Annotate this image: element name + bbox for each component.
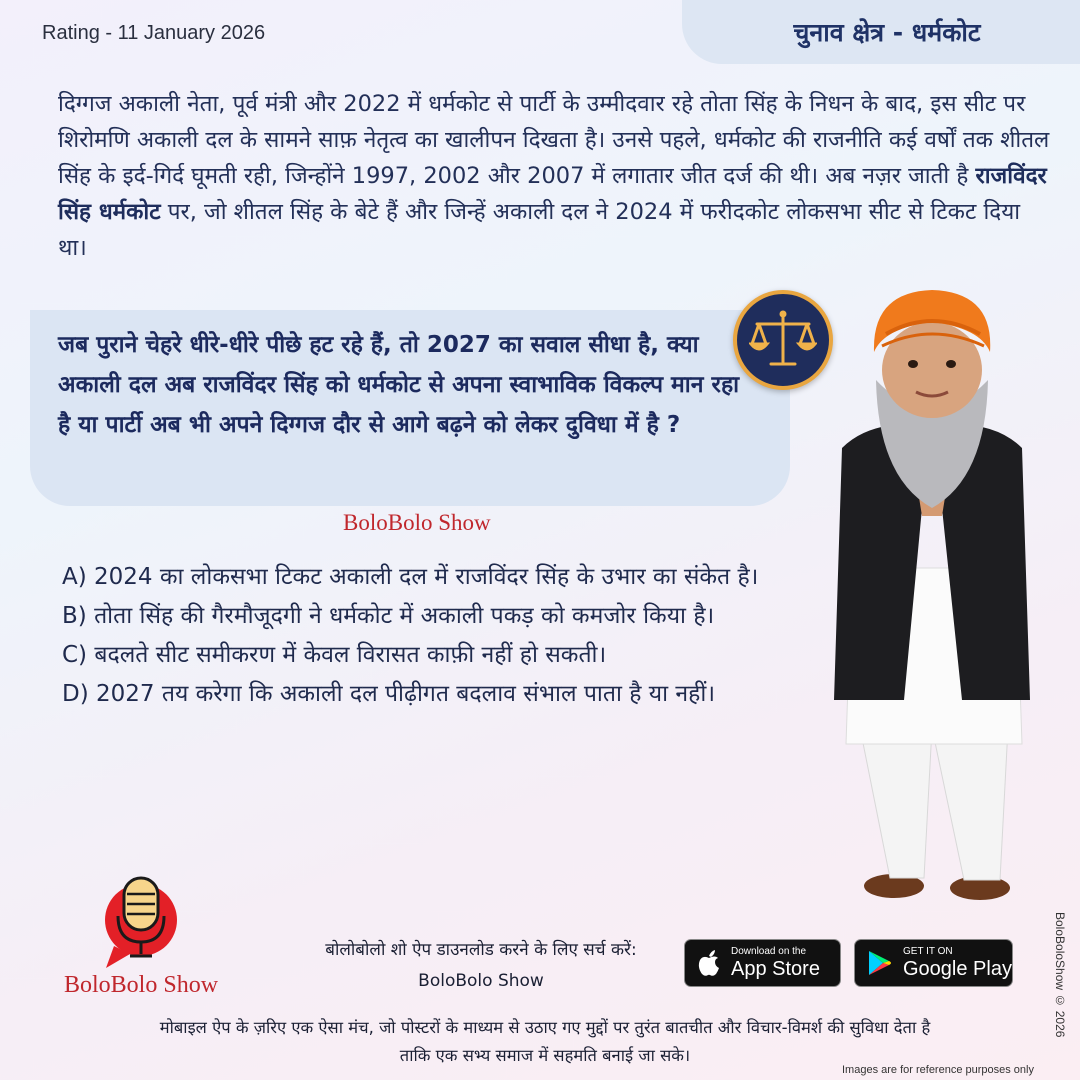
poll-option-a[interactable]: A) 2024 का लोकसभा टिकट अकाली दल में राजविंदर सिंह के उभार का संकेत है। xyxy=(62,564,759,590)
footer-line-1: मोबाइल ऐप के ज़रिए एक ऐसा मंच, जो पोस्टरों के माध्यम से उठाए गए मुद्दों पर तुरंत बातचीत और विचार-विमर्श की सुविधा देता है xyxy=(159,1018,931,1037)
rating-date: Rating - 11 January 2026 xyxy=(42,22,266,44)
app-store-label: App Store xyxy=(731,958,820,980)
google-play-button[interactable] xyxy=(854,939,1013,987)
politician-illustration xyxy=(812,288,1052,918)
intro-text-before: दिग्गज अकाली नेता, पूर्व मंत्री और 2022 में धर्मकोट से पार्टी के उम्मीदवार रहे तोता सिंह के निधन के बाद, इस सीट पर शिरोमणि अकाली दल के सामने साफ़ नेतृत्व का खालीपन दिखता है। उनसे पहले, धर्मकोट की राजनीति कई वर्षों तक शीतल सिंह के इर्द-गिर्द घूमती रही, जिन्होंने 1997, 2002 और 2007 में लगातार जीत दर्ज की थी। अब नज़र जाती है xyxy=(58,91,1050,189)
poll-option-c[interactable]: C) बदलते सीट समीकरण में केवल विरासत काफ़ी नहीं हो सकती। xyxy=(62,642,607,668)
microphone-icon xyxy=(96,872,186,972)
app-search-name: BoloBolo Show xyxy=(418,971,544,991)
footer-line-2: ताकि एक सभ्य समाज में सहमति बनाई जा सके। xyxy=(399,1046,691,1065)
poll-option-b[interactable]: B) तोता सिंह की गैरमौजूदगी ने धर्मकोट में अकाली पकड़ को कमजोर किया है। xyxy=(62,603,715,629)
google-play-label: Google Play xyxy=(903,958,1012,980)
copyright-notice: BoloBoloShow © 2026 xyxy=(1053,912,1067,1038)
footer-mission-text xyxy=(40,1014,1050,1070)
brand-logo-text: BoloBolo Show xyxy=(64,972,219,998)
intro-highlight-name: राजविंदर सिंह धर्मकोट xyxy=(58,163,1047,225)
poll-question: जब पुराने चेहरे धीरे-धीरे पीछे हट रहे हैं, तो 2027 का सवाल सीधा है, क्या अकाली दल अब राजविंदर सिंह को धर्मकोट से अपना स्वाभाविक विकल्प मान रहा है या पार्टी अब भी अपने दिग्गज दौर से आगे बढ़ने को लेकर दुविधा में है ? xyxy=(58,332,740,438)
intro-paragraph xyxy=(58,86,1053,266)
apple-icon xyxy=(697,949,721,977)
poll-option-d[interactable]: D) 2027 तय करेगा कि अकाली दल पीढ़ीगत बदलाव संभाल पाता है या नहीं। xyxy=(62,681,716,707)
app-search-prompt xyxy=(296,935,666,997)
intro-text-after: पर, जो शीतल सिंह के बेटे हैं और जिन्हें अकाली दल ने 2024 में फरीदकोट लोकसभा सीट से टिकट दिया था। xyxy=(58,199,1021,261)
image-disclaimer: Images are for reference purposes only xyxy=(842,1064,1034,1076)
app-store-button[interactable] xyxy=(684,939,841,987)
google-play-small-label: GET IT ON xyxy=(903,946,953,957)
app-store-small-label: Download on the xyxy=(731,946,807,957)
scales-of-justice-icon xyxy=(749,308,817,372)
play-triangle-icon xyxy=(867,949,893,977)
constituency-tab xyxy=(682,0,1080,64)
brand-watermark: BoloBolo Show xyxy=(343,510,491,535)
poll-options xyxy=(62,558,782,714)
app-search-line: बोलोबोलो शो ऐप डाउनलोड करने के लिए सर्च करें: xyxy=(325,940,637,960)
constituency-label: चुनाव क्षेत्र - धर्मकोट xyxy=(793,18,981,47)
